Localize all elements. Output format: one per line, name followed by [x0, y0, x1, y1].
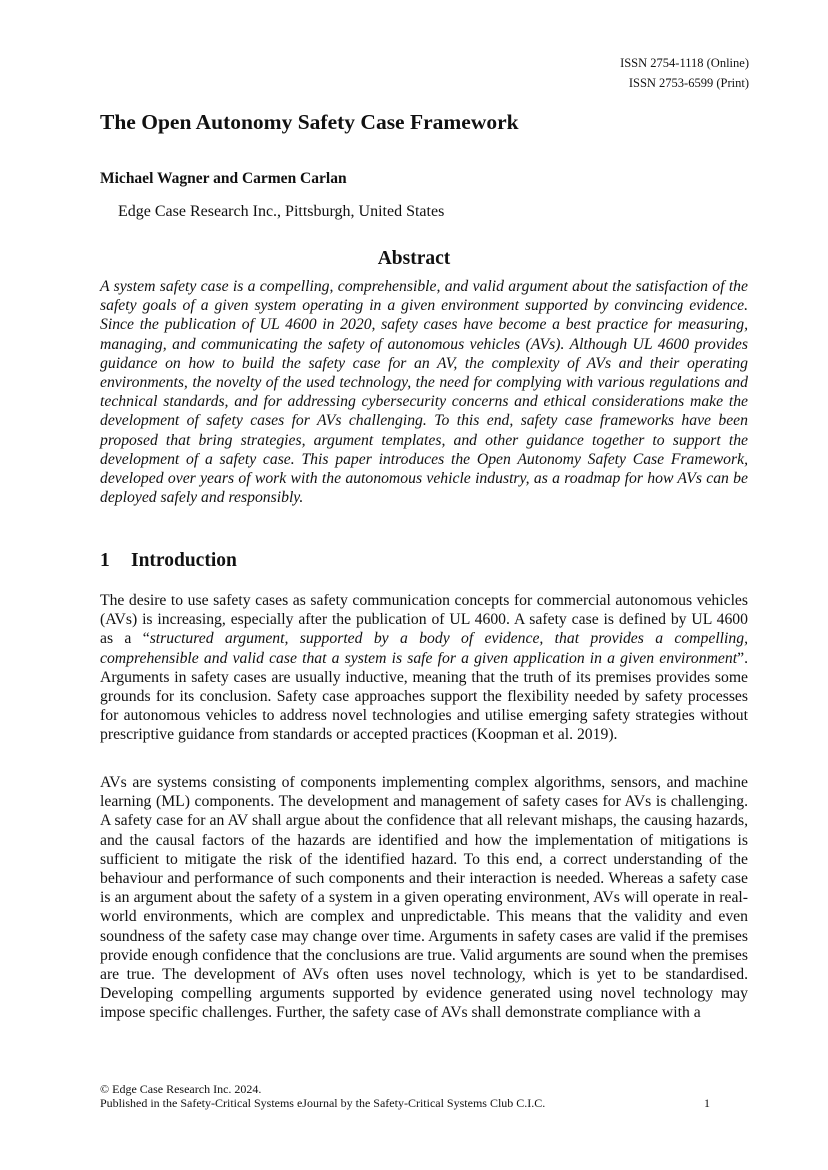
ul4600-definition-quote: structured argument, supported by a body of evidence, that provides a compelling, comprehensible and valid case that a system is safe for a given application in a given environment [100, 630, 749, 667]
abstract-text: A system safety case is a compelling, comprehensible, and valid argument about the satisfaction of the safety goals of a given system operating in a given environment supported by convincing evidence. Since the publication of UL 4600 in 2020, safety cases have become a best practice for measuring, managing, and communicating the safety of autonomous vehicles (AVs). Although UL 4600 provides guidance on how to build the safety case for an AV, the complexity of AVs and their operating environments, the novelty of the used technology, the need for complying with various regulations and technical standards, and for addressing cybersecurity concerns and ethical considerations make the development of safety cases for AVs challenging. To this end, safety case frameworks have been proposed that bring strategies, argument templates, and other guidance together to support the development of a safety case. This paper introduces the Open Autonomy Safety Case Framework, developed over years of work with the autonomous vehicle industry, as a roadmap for how AVs can be deployed safely and responsibly. [100, 278, 748, 507]
footer-publication: Published in the Safety-Critical Systems eJournal by the Safety-Critical Systems Club C.I.C. [100, 1096, 546, 1110]
paper-title: The Open Autonomy Safety Case Framework [100, 110, 519, 134]
issn-print: ISSN 2753-6599 (Print) [628, 76, 749, 90]
footer-copyright: © Edge Case Research Inc. 2024. [100, 1082, 262, 1096]
issn-online: ISSN 2754-1118 (Online) [620, 56, 749, 70]
section-heading-introduction [100, 550, 237, 572]
introduction-paragraph-1 [100, 591, 748, 745]
paragraph-text: ”. Arguments in safety cases are usually inductive, meaning that the truth of its premises provides some grounds for its conclusion. Safety case approaches support the flexibility needed by safety processes for autonomous vehicles to address novel technologies and utilise emerging safety strategies without prescriptive guidance from standards or accepted practices (Koopman et al. 2019). [100, 649, 748, 744]
page-footer [100, 1082, 710, 1110]
paragraph-text: The desire to use safety cases as safety communication concepts for commercial autonomous vehicles (AVs) is increasing, especially after the publication of UL 4600. A safety case is defined by UL 4600 as a “ [100, 592, 748, 648]
issn-block [620, 53, 749, 93]
introduction-paragraph-2: AVs are systems consisting of components implementing complex algorithms, sensors, and machine learning (ML) components. The development and management of safety cases for AVs is challenging. A safety case for an AV shall argue about the confidence that all relevant mishaps, the causing hazards, and the causal factors of the hazards are identified and how the implementation of mitigations is sufficient to mitigate the risk of the identified hazard. To this end, a correct understanding of the behaviour and performance of such components and their interaction is needed. Whereas a safety case is an argument about the safety of a system in a given operating environment, AVs will operate in real-world environments, which are complex and unpredictable. This means that the validity and even soundness of the safety case may change over time. Arguments in safety cases are valid if the premises provide enough confidence that the conclusions are true. Valid arguments are sound when the premises are true. The development of AVs often uses novel technology, which is yet to be standardised. Developing compelling arguments supported by evidence generated using novel technology may impose specific challenges. Further, the safety case of AVs shall demonstrate compliance with a [100, 774, 748, 1022]
paper-authors: Michael Wagner and Carmen Carlan [100, 170, 347, 187]
author-affiliation: Edge Case Research Inc., Pittsburgh, United States [118, 203, 445, 220]
abstract-heading: Abstract [377, 248, 451, 269]
page-number: 1 [704, 1096, 710, 1110]
section-title: Introduction [131, 550, 237, 571]
section-number: 1 [100, 550, 110, 571]
